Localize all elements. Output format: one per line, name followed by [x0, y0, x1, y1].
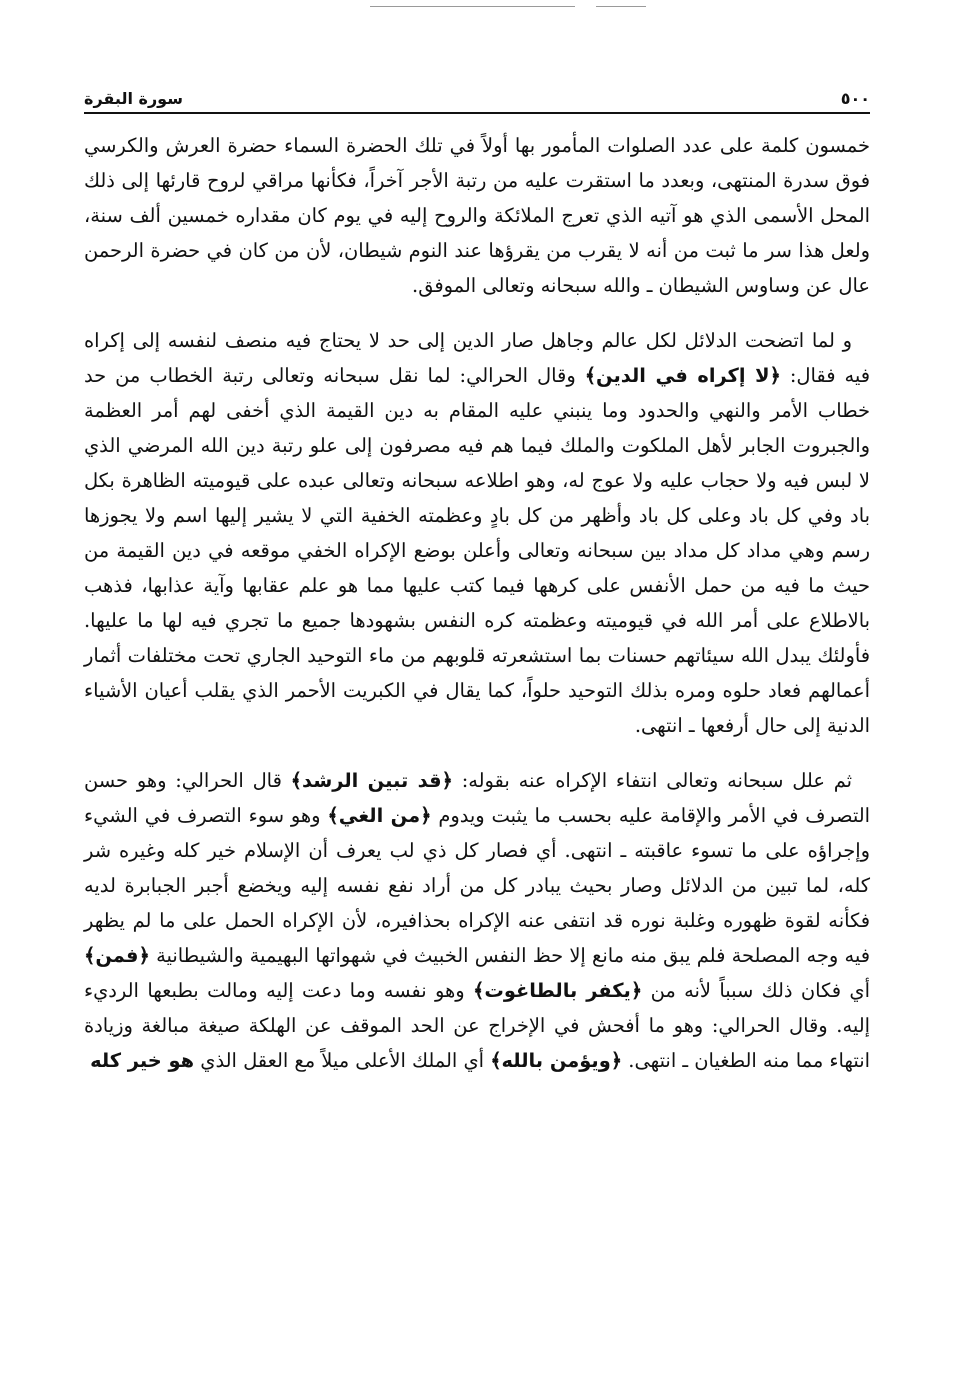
quran-quote: ﴿ويؤمن بالله﴾	[490, 1049, 623, 1072]
text-segment: و لما اتضحت الدلائل لكل عالم وجاهل صار الدين إلى حد لا يحتاج فيه منصف لنفسه إلى إكراه فيه فقال:	[84, 329, 871, 387]
paragraph-2	[84, 323, 870, 743]
text-segment: وهو سوء التصرف في الشيء وإجراؤه على ما تسوء عاقبته ـ انتهى. أي فصار كل ذي لب يعرف أن الإسلام خير كله وغيره شر كله، لما تبين من الدلائل وصار بحيث يبادر كل من أراد نفع نفسه إليه ويخضع أجبر الجبابرة لديه فكأنه لقوة ظهوره وغلبة نوره قد انتفى عنه الإكراه بحذافيره، لأن الإكراه الحمل على ما لم يظهر فيه وجه المصلحة فلم يبق منه مانع إلا حظ النفس الخبيث في شهواتها البهيمية والشيطانية	[84, 804, 870, 967]
text-segment: قال الحرالي: وهو حسن التصرف في الأمر والإقامة عليه بحسب ما يثبت ويدوم	[84, 769, 870, 827]
bold-text: هو خير كله	[90, 1049, 195, 1072]
text-segment: أي الملك الأعلى ميلاً مع العقل الذي	[194, 1049, 491, 1072]
paragraph-1	[84, 128, 870, 303]
top-rule-left	[370, 6, 575, 7]
quran-quote: ﴿فمن﴾	[84, 944, 150, 967]
quran-quote: ﴿من الغي﴾	[327, 804, 432, 827]
surah-title: سورة البقرة	[84, 89, 183, 108]
quran-quote: ﴿يكفر بالطاغوت﴾	[473, 979, 643, 1002]
quran-quote: ﴿قد تبين الرشد﴾	[290, 769, 453, 792]
page-number: ٥٠٠	[840, 89, 870, 108]
quran-quote: ﴿لا إكراه في الدين﴾	[584, 364, 781, 387]
paragraph-3	[84, 763, 870, 1078]
running-head	[84, 78, 870, 114]
text-segment: أي فكان ذلك سبباً لأنه من	[642, 979, 870, 1002]
text-segment: وهو نفسه وما دعت إليه ومالت بطبعها الرديء إليه. وقال الحرالي: وهو ما أفحش في الإخراج عن الحد الموقف عن الهلكة صيغة مبالغة وزيادة انتهاء مما منه الطغيان ـ انتهى.	[84, 979, 870, 1072]
top-rule-right	[596, 6, 646, 7]
text-segment: وقال الحرالي: لما نقل سبحانه وتعالى رتبة الخطاب من حد خطاب الأمر والنهي والحدود وما ينبني عليه المقام به دين القيمة الذي أخفى لهم أمر العظمة والجبروت الجابر لأهل الملكوت والملك فيما هم فيه مصرفون إلى علو رتبة دين الله المرضي الذي لا لبس فيه ولا حجاب عليه ولا عوج له، وهو اطلاعه سبحانه وتعالى عبده على قيوميته الظاهرة بكل باد وفي كل باد وعلى كل باد وأظهر من كل بادٍ وعظمته الخفية التي لا يشير إليها اسم ولا يجوزها رسم وهي مداد كل مداد بين سبحانه وتعالى وأعلن بوضع الإكراه الخفي موقعه في دين القيمة من حيث ما فيه من حمل الأنفس على كرهها فيما كتب عليها مما هو علم عقابها وآية عذابها، فذهب بالاطلاع على أمر الله في قيوميته وعظمته كره النفس بشهودها جميع ما تجري فيه لها ما عليها. فأولئك يبدل الله سيئاتهم حسنات بما استشعرته قلوبهم من ماء التوحيد الجاري تحت مختلفات أثمار أعمالهم فعاد حلوه ومره بذلك التوحيد حلواً، كما يقال في الكبريت الأحمر الذي يقلب أعيان الأشياء الدنية إلى حال أرفعها ـ انتهى.	[84, 364, 870, 737]
body-text	[84, 128, 870, 1078]
text-segment: ثم علل سبحانه وتعالى انتفاء الإكراه عنه بقوله:	[452, 769, 852, 792]
text-segment: خمسون كلمة على عدد الصلوات المأمور بها أولاً في تلك الحضرة السماء حضرة العرش والكرسي فوق سدرة المنتهى، وبعدد ما استقرت عليه من رتبة الأجر آخراً، فكأنها مراقي لروح قارئها إلى ذلك المحل الأسمى الذي هو آتيه الذي تعرج الملائكة والروح إليه في يوم كان مقداره خمسين ألف سنة، ولعل هذا سر ما ثبت من أنه لا يقرب من يقرؤها عند النوم شيطان، لأن من كان في حضرة الرحمن عال عن وساوس الشيطان ـ والله سبحانه وتعالى الموفق.	[84, 134, 870, 297]
